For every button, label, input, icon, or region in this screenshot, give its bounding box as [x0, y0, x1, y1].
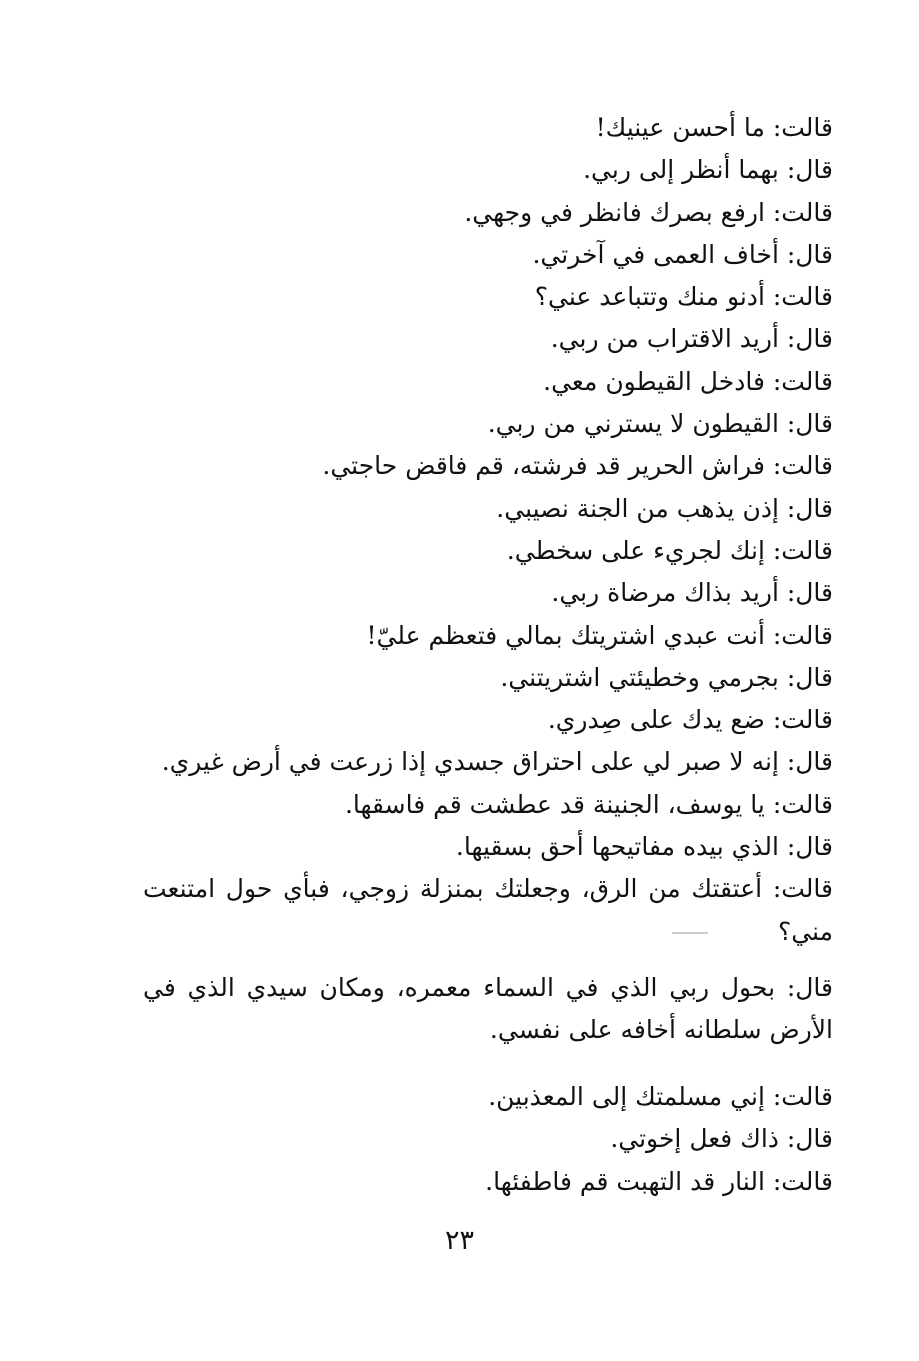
dialogue-section-bottom — [143, 1076, 833, 1203]
dialogue-line: قالت: النار قد التهبت قم فاطفئها. — [485, 1166, 833, 1196]
dialogue-line: قال: أخاف العمى في آخرتي. — [532, 239, 833, 269]
dialogue-line: قالت: إني مسلمتك إلى المعذبين. — [488, 1082, 833, 1111]
dialogue-line: قال: ذاك فعل إخوتي. — [610, 1124, 833, 1154]
dialogue-line: قال: أريد الاقتراب من ربي. — [550, 324, 833, 354]
dialogue-line: قال: أريد بذاك مرضاة ربي. — [551, 578, 833, 608]
dialogue-line: قال: إذن يذهب من الجنة نصيبي. — [496, 493, 833, 523]
dialogue-line: قالت: إنك لجريء على سخطي. — [506, 535, 833, 565]
page-number: ٢٣ — [444, 1225, 474, 1256]
dialogue-line: قالت: يا يوسف، الجنينة قد عطشت قم فاسقها. — [344, 789, 833, 819]
dialogue-line: قالت: أنت عبدي اشتريتك بمالي فتعظم عليّ! — [366, 620, 833, 650]
dialogue-line: قال: الذي بيده مفاتيحها أحق بسقيها. — [455, 832, 833, 862]
dialogue-line: قالت: ارفع بصرك فانظر في وجهي. — [464, 197, 833, 227]
dialogue-line: قالت: فادخل القيطون معي. — [543, 366, 833, 396]
dialogue-section-top — [143, 107, 833, 1052]
dialogue-paragraph: قال: بحول ربي الذي في السماء معمره، ومكان سيدي الذي في الأرض سلطانه أخافه على نفسي. — [143, 972, 833, 1045]
dialogue-line: قالت: أدنو منك وتتباعد عني؟ — [534, 282, 833, 312]
dialogue-line: قال: بجرمي وخطيئتي اشتريتني. — [500, 662, 833, 692]
dialogue-line: قالت: ما أحسن عينيك! — [595, 113, 833, 142]
dialogue-paragraph: قالت: أعتقتك من الرق، وجعلتك بمنزلة زوجي، فبأي حول امتنعت مني؟ — [143, 874, 833, 946]
dialogue-line: قال: بهما أنظر إلى ربي. — [583, 155, 833, 185]
dialogue-line: قال: القيطون لا يسترني من ربي. — [487, 409, 833, 439]
dialogue-line: قال: إنه لا صبر لي على احتراق جسدي إذا زرعت في أرض غيري. — [161, 747, 833, 777]
dialogue-line: قالت: ضع يدك على صِدري. — [547, 705, 833, 735]
scan-mark — [672, 932, 708, 934]
dialogue-line: قالت: فراش الحرير قد فرشته، قم فاقض حاجتي. — [322, 451, 833, 481]
